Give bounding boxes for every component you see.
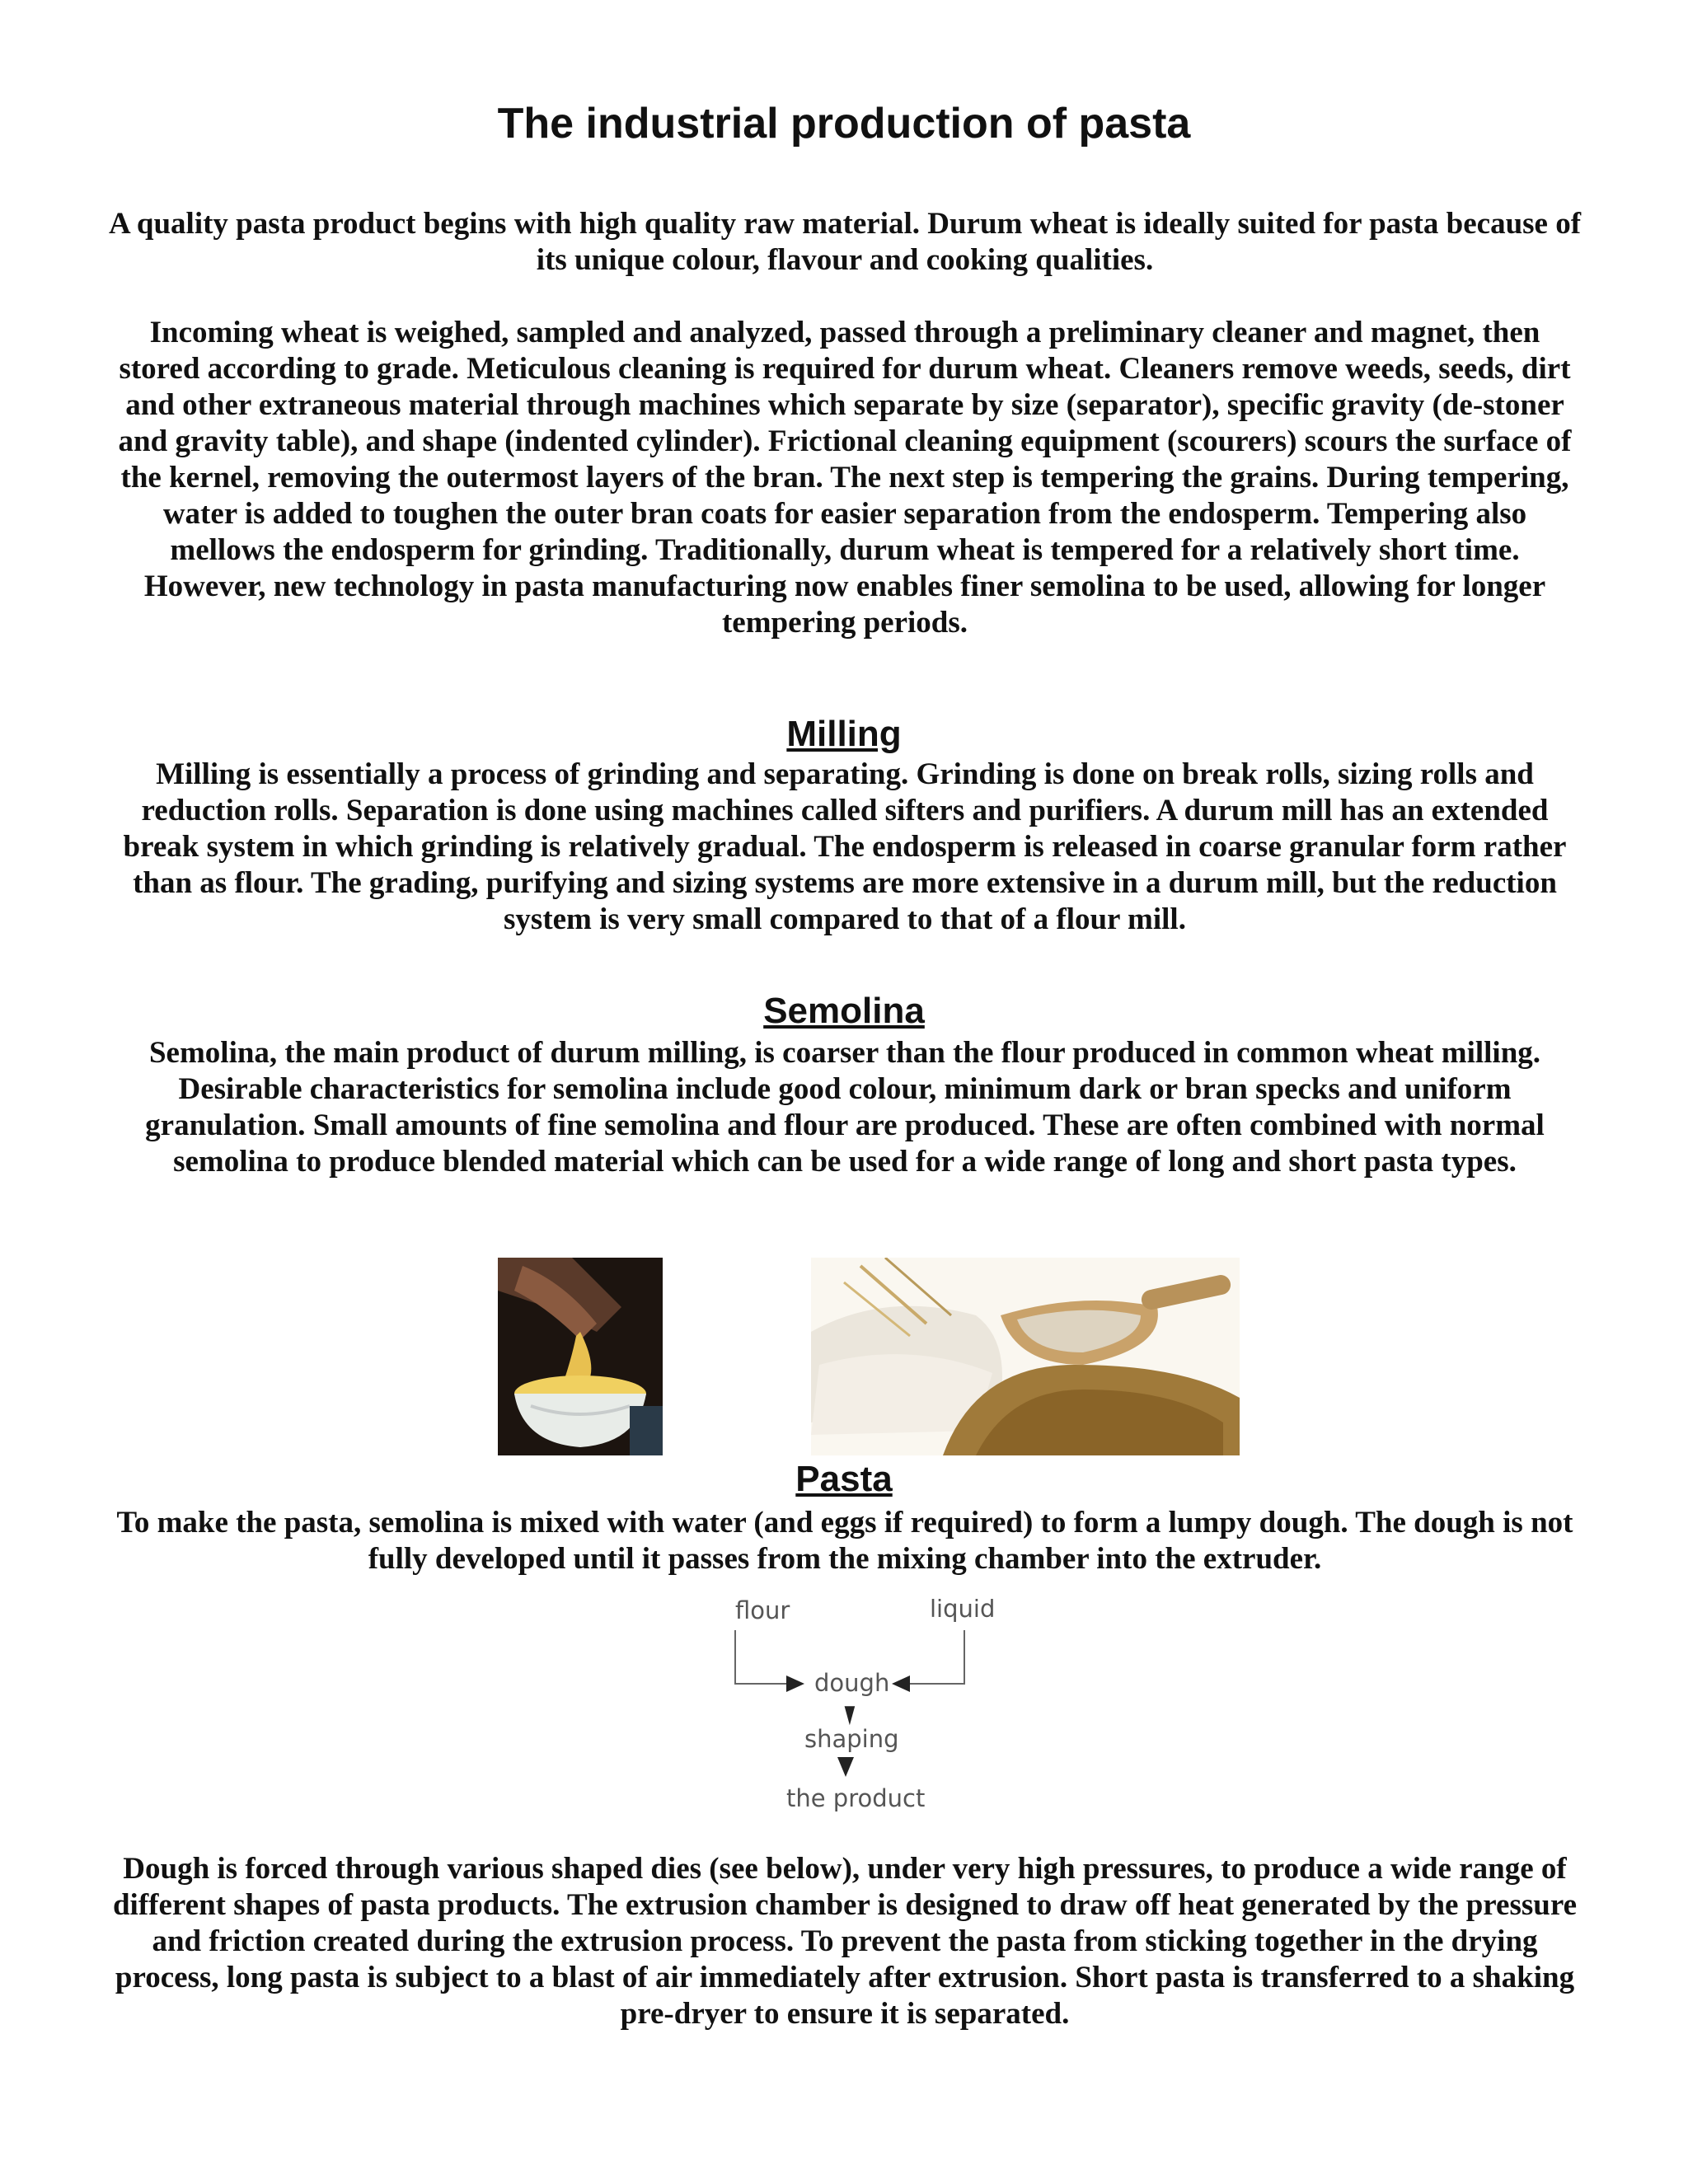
- diagram-flour-label: flour: [735, 1599, 790, 1624]
- page-title: The industrial production of pasta: [497, 100, 1191, 148]
- flour-arrow-icon: [786, 1675, 804, 1692]
- shaping-down-arrow-icon: [837, 1757, 854, 1777]
- flour-grain-photo: [811, 1258, 1240, 1455]
- pasta-paragraph: To make the pasta, semolina is mixed with water (and eggs if required) to form a lumpy dough. The dough is not fully developed until it passes from the mixing chamber into the extruder.: [116, 1506, 1573, 1576]
- semolina-paragraph: Semolina, the main product of durum milling, is coarser than the flour produced in common wheat milling. Desirable characteristics for semolina include good colour, minimum dark or bran specks and uniform granulation. Small amounts of fine semolina and flour are produced. These are often combined with normal semolina to produce blended material which can be used for a wide range of long and short pasta types.: [145, 1036, 1545, 1179]
- pasta-heading: Pasta: [795, 1459, 893, 1499]
- diagram-product-label: the product: [786, 1784, 926, 1812]
- liquid-connector: [907, 1630, 964, 1684]
- flour-connector: [735, 1630, 790, 1684]
- milling-heading: Milling: [786, 714, 902, 754]
- intro-paragraph-2: Incoming wheat is weighed, sampled and analyzed, passed through a preliminary cleaner and magnet, then stored according to grade. Meticulous cleaning is required for durum wheat. Cleaners remove weeds, seeds, dirt and other extraneous material through machines which separate by size (separator), specific gravity (de-stoner and gravity table), and shape (indented cylinder). Frictional cleaning equipment (scourers) scours the surface of the kernel, removing the outermost layers of the bran. The next step is tempering the grains. During tempering, water is added to toughen the outer bran coats for easier separation from the endosperm. Tempering also mellows the endosperm for grinding. Traditionally, durum wheat is tempered for a relatively short time. However, new technology in pasta manufacturing now enables finer semolina to be used, allowing for longer tempering periods.: [118, 316, 1572, 640]
- milling-paragraph: Milling is essentially a process of grinding and separating. Grinding is done on break rolls, sizing rolls and reduction rolls. Separation is done using machines called sifters and purifiers. A durum mill has an extended break system in which grinding is relatively gradual. The endosperm is released in coarse granular form rather than as flour. The grading, purifying and sizing systems are more extensive in a durum mill, but the reduction system is very small compared to that of a flour mill.: [123, 757, 1567, 936]
- diagram-shaping-label: shaping: [804, 1725, 899, 1753]
- intro-paragraph-1: A quality pasta product begins with high quality raw material. Durum wheat is ideally suited for pasta because of its unique colour, flavour and cooking qualities.: [108, 207, 1582, 277]
- diagram-dough-label: dough: [814, 1669, 890, 1697]
- pasta-process-diagram: [701, 1599, 1014, 1830]
- semolina-bowl-photo: [498, 1258, 663, 1455]
- liquid-arrow-icon: [892, 1675, 910, 1692]
- dough-down-arrow-icon: [845, 1706, 856, 1725]
- diagram-liquid-label: liquid: [930, 1599, 996, 1623]
- extrusion-paragraph: Dough is forced through various shaped dies (see below), under very high pressures, to produce a wide range of different shapes of pasta products. The extrusion chamber is designed to draw off heat generated by the pressure and friction created during the extrusion process. To prevent the pasta from sticking together in the drying process, long pasta is subject to a blast of air immediately after extrusion. Short pasta is transferred to a shaking pre-dryer to ensure it is separated.: [112, 1852, 1578, 2031]
- semolina-heading: Semolina: [763, 991, 925, 1031]
